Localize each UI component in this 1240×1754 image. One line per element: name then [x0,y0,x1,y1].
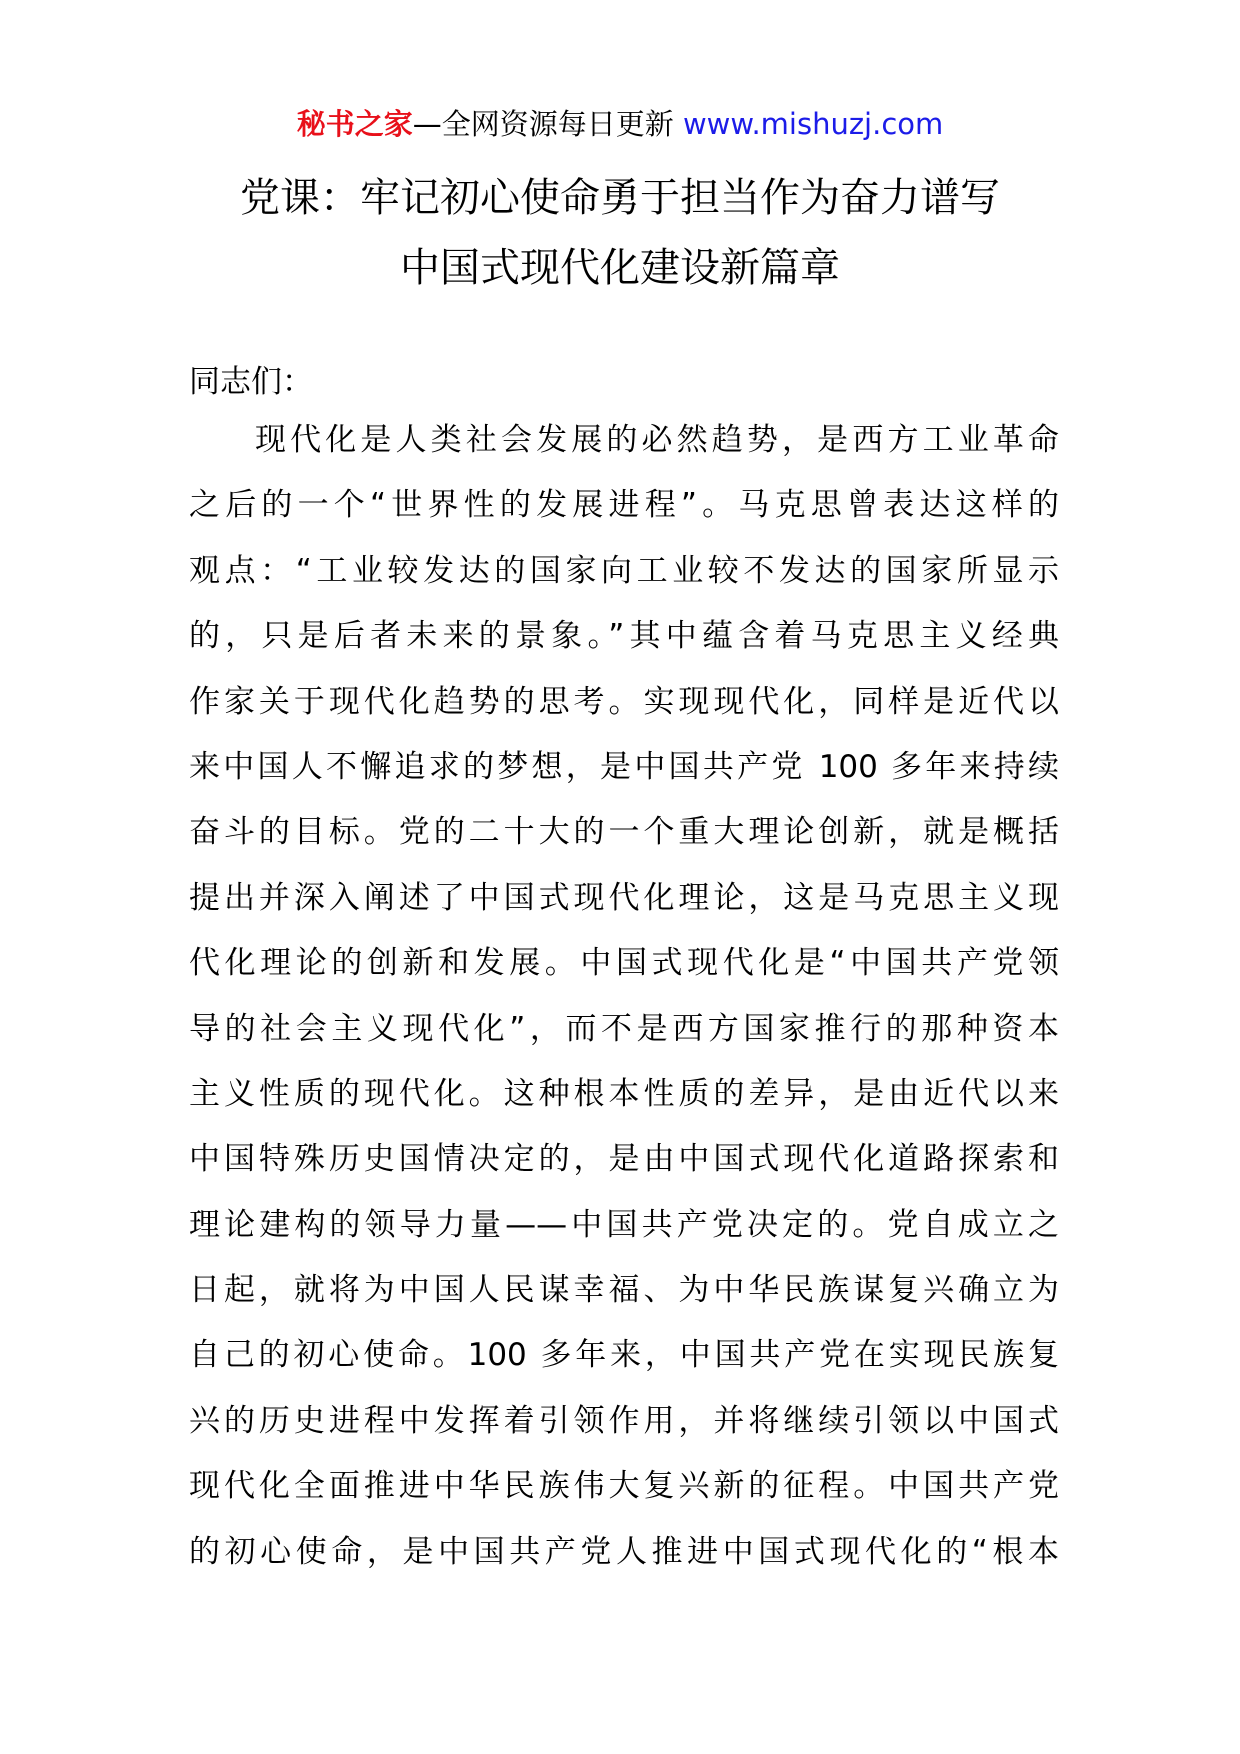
body-line: 奋斗的目标。党的二十大的一个重大理论创新，就是概括 [189,814,1059,851]
document-title [0,163,1240,303]
body-line: 的初心使命，是中国共产党人推进中国式现代化的“根本 [189,1533,1059,1570]
body-line: 观点：“工业较发达的国家向工业较不发达的国家所显示 [189,552,1059,589]
body-line: 兴的历史进程中发挥着引领作用，并将继续引领以中国式 [189,1402,1059,1439]
body-line: 现代化是人类社会发展的必然趋势，是西方工业革命 [255,422,1059,458]
title-line-2: 中国式现代化建设新篇章 [400,245,840,291]
site-url-link[interactable]: www.mishuzj.com [682,107,944,141]
body-line: 提出并深入阐述了中国式现代化理论，这是马克思主义现 [189,879,1059,916]
salutation: 同志们： [189,364,313,400]
body-line: 的，只是后者未来的景象。”其中蕴含着马克思主义经典 [189,618,1059,655]
body-line: 日起，就将为中国人民谋幸福、为中华民族谋复兴确立为 [189,1272,1059,1309]
body-line: 现代化全面推进中华民族伟大复兴新的征程。中国共产党 [189,1468,1059,1505]
header-tagline: —全网资源每日更新 [412,107,683,141]
body-text [189,416,1059,1593]
body-line: 中国特殊历史国情决定的，是由中国式现代化道路探索和 [189,1141,1059,1178]
site-header [0,100,1240,148]
body-line: 作家关于现代化趋势的思考。实现现代化，同样是近代以 [189,683,1059,720]
title-line-1: 党课：牢记初心使命勇于担当作为奋力谱写 [240,175,1000,221]
body-line: 自己的初心使命。100 多年来，中国共产党在实现民族复 [189,1337,1059,1374]
brand-name: 秘书之家 [296,107,413,141]
body-line: 代化理论的创新和发展。中国式现代化是“中国共产党领 [189,945,1059,982]
body-line: 之后的一个“世界性的发展进程”。马克思曾表达这样的 [189,487,1059,524]
body-line: 主义性质的现代化。这种根本性质的差异，是由近代以来 [189,1075,1059,1112]
body-line: 来中国人不懈追求的梦想，是中国共产党 100 多年来持续 [189,748,1059,785]
body-line: 导的社会主义现代化”，而不是西方国家推行的那种资本 [189,1010,1059,1047]
body-line: 理论建构的领导力量——中国共产党决定的。党自成立之 [189,1206,1059,1243]
